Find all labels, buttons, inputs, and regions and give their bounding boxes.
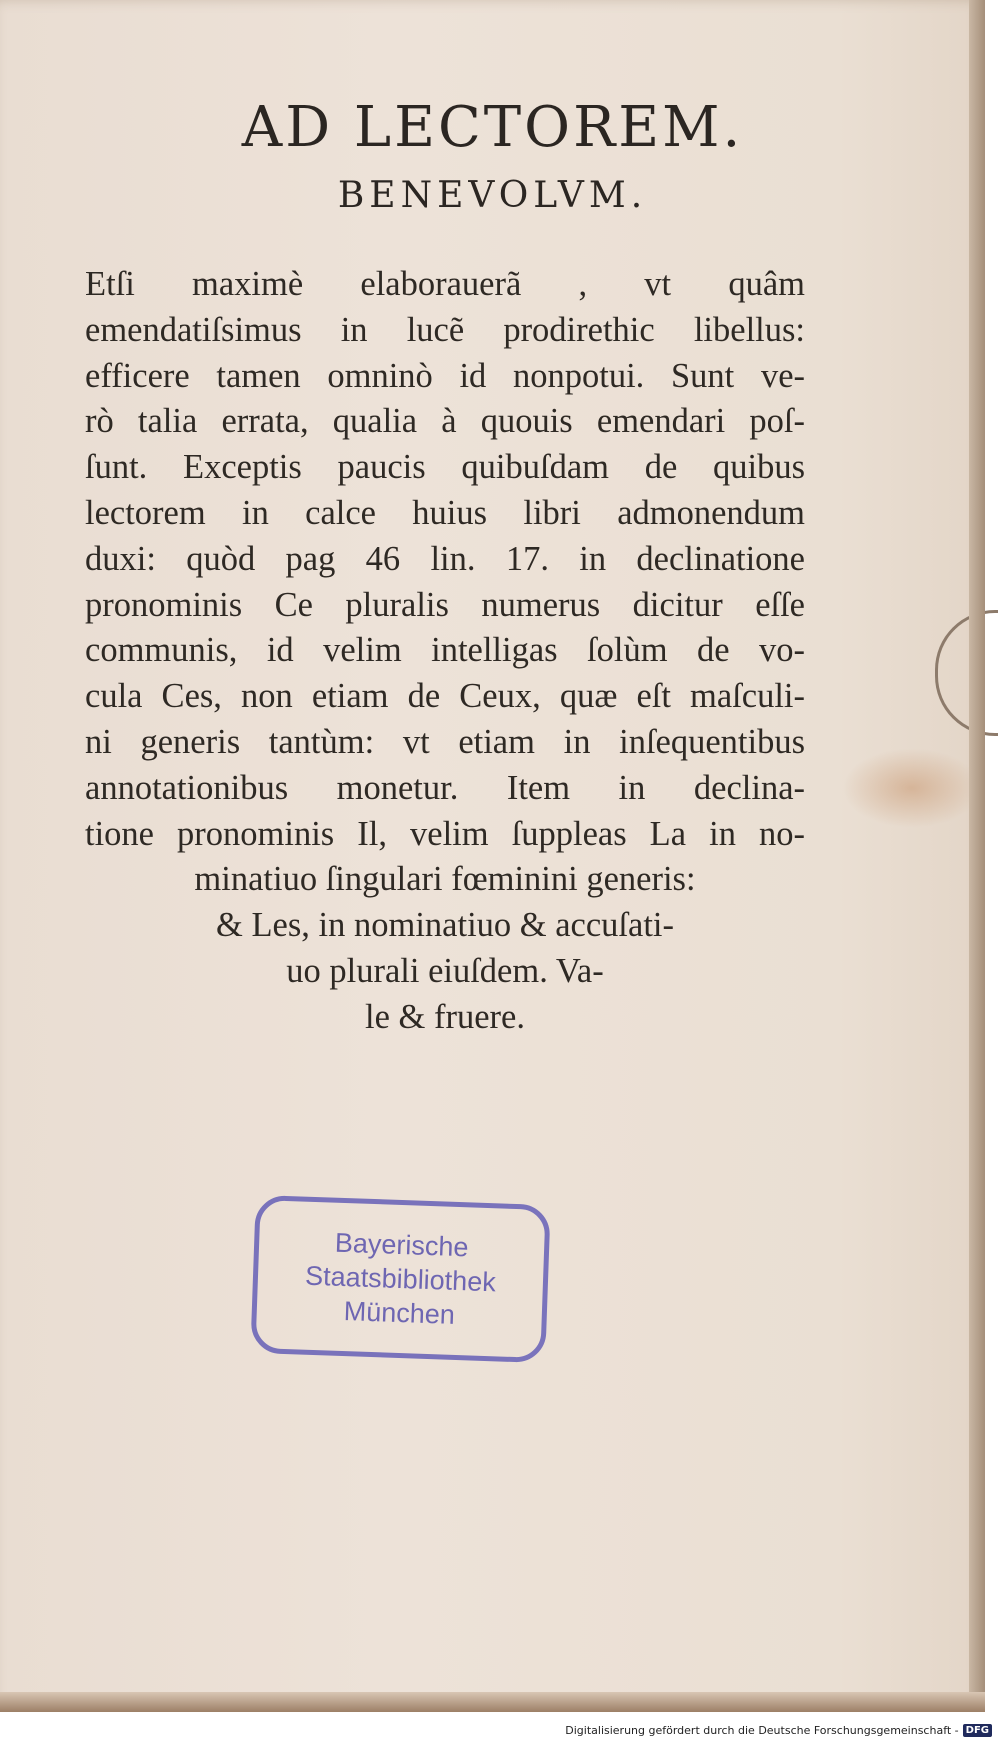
library-stamp	[250, 1195, 550, 1363]
stamp-line: München	[343, 1296, 456, 1330]
page-edge	[969, 0, 985, 1712]
clasp-outline	[935, 610, 998, 736]
text-line: uo plurali eiuſdem. Va-	[286, 951, 604, 990]
page-heading: AD LECTOREM.	[241, 95, 744, 160]
text-line: minatiuo ſingulari fœminini generis:	[194, 860, 696, 899]
page-bottom-edge	[0, 1692, 985, 1712]
text-line: tione pronominis Il, velim ſuppleas La in no-	[85, 814, 805, 853]
text-line: emendatiſsimus in lucẽ prodirethic libellus:	[85, 310, 805, 349]
text-line: ſunt. Exceptis paucis quibuſdam de quibus	[85, 448, 805, 487]
text-line: & Les, in nominatiuo & accuſati-	[216, 906, 674, 945]
digitization-footer	[565, 1724, 992, 1737]
text-line: lectorem in calce huius libri admonendum	[85, 493, 805, 532]
dfg-logo-icon: DFG	[963, 1724, 992, 1737]
text-line: Etſi maximè elaborauerã , vt quâm	[85, 265, 805, 303]
stamp-line: Staatsbibliothek	[304, 1260, 497, 1298]
text-line: rò talia errata, qualia à quouis emendari poſ-	[85, 402, 805, 441]
page-subheading: BENEVOLVM.	[337, 175, 648, 216]
footer-text: Digitalisierung gefördert durch die Deutsche Forschungsgemeinschaft -	[565, 1724, 959, 1737]
text-line: pronominis Ce pluralis numerus dicitur eſſe	[85, 585, 805, 624]
stamp-line: Bayerische	[334, 1227, 469, 1263]
text-line: le & fruere.	[365, 997, 525, 1036]
text-line: duxi: quòd pag 46 lin. 17. in declinatione	[85, 539, 805, 578]
text-line: annotationibus monetur. Item in declina-	[85, 768, 805, 807]
body-text	[85, 262, 805, 1041]
paper-stain	[842, 748, 982, 828]
text-line: efficere tamen omninò id nonpotui. Sunt ve-	[85, 356, 805, 395]
text-line: ni generis tantùm: vt etiam in inſequentibus	[85, 722, 805, 761]
text-line: cula Ces, non etiam de Ceux, quæ eſt maſculi-	[85, 677, 805, 716]
text-line: communis, id velim intelligas ſolùm de vo-	[85, 631, 805, 670]
